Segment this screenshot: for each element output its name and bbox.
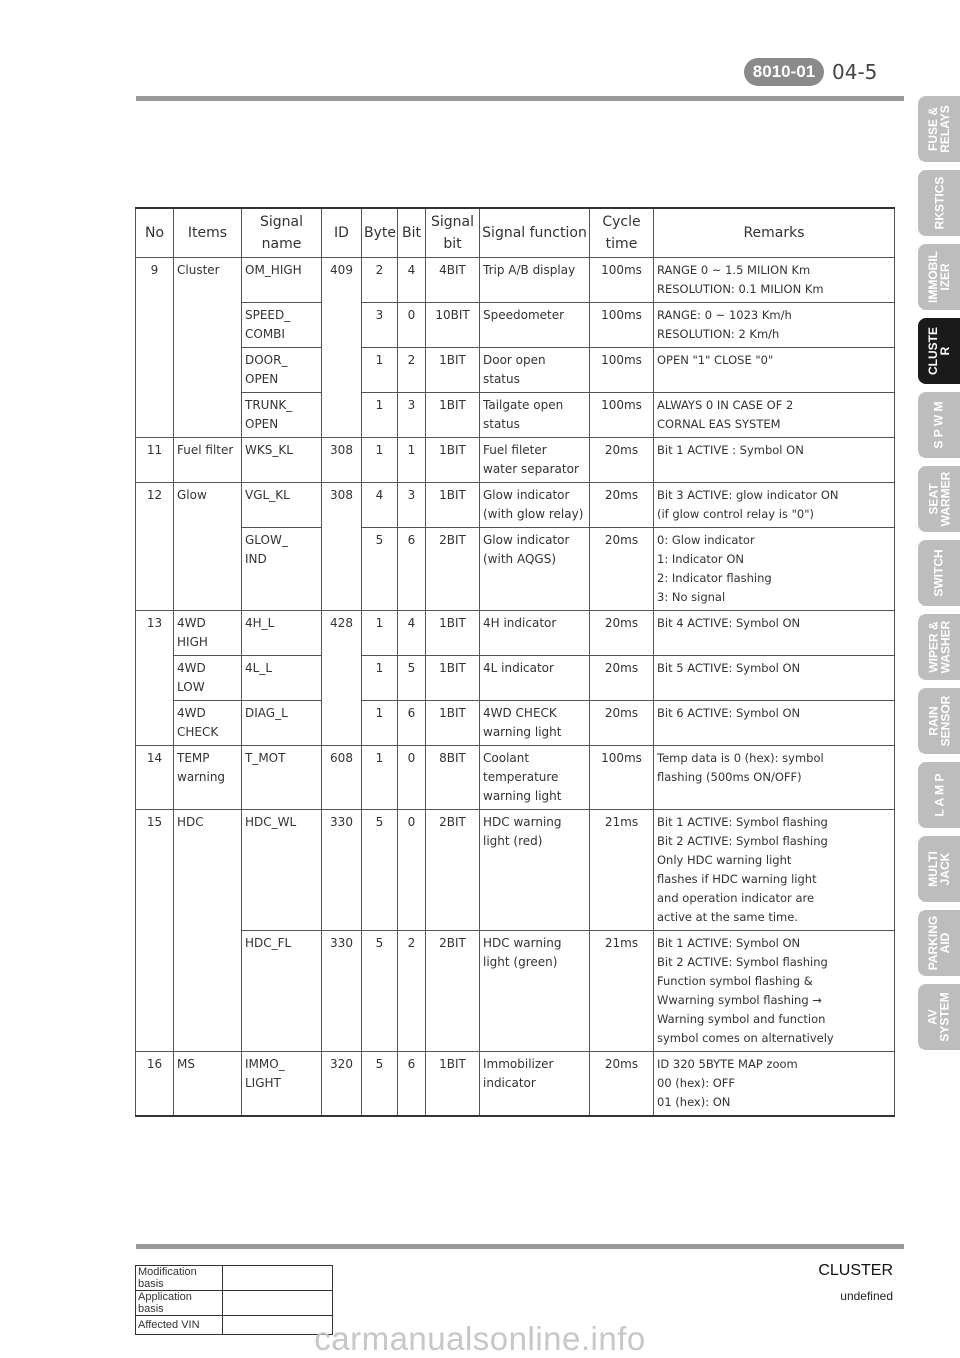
row-cycle-time: 20ms bbox=[590, 528, 654, 611]
row-remarks: 0: Glow indicator 1: Indicator ON 2: Indicator flashing 3: No signal bbox=[654, 528, 895, 611]
row-signal-function: Fuel fileter water separator bbox=[480, 438, 590, 483]
row-no: 13 bbox=[136, 611, 174, 746]
row-signal-name: T_MOT bbox=[242, 746, 322, 810]
row-cycle-time: 20ms bbox=[590, 1052, 654, 1117]
row-signal-name: HDC_FL bbox=[242, 931, 322, 1052]
row-byte: 3 bbox=[362, 303, 398, 348]
row-remarks: Bit 1 ACTIVE: Symbol ON Bit 2 ACTIVE: Symbol flashing Function symbol flashing & Wwarning symbol flashing → Warning symbol and function symbol comes on alternatively bbox=[654, 931, 895, 1052]
table-row bbox=[136, 701, 895, 746]
row-signal-name: WKS_KL bbox=[242, 438, 322, 483]
table-row bbox=[136, 1052, 895, 1117]
col-header-signal-function: Signal function bbox=[480, 208, 590, 258]
row-signal-name: DOOR_ OPEN bbox=[242, 348, 322, 393]
row-signal-function: HDC warning light (green) bbox=[480, 931, 590, 1052]
watermark: carmanualsonline.info bbox=[314, 1320, 646, 1357]
table-row bbox=[136, 931, 895, 1052]
row-byte: 1 bbox=[362, 656, 398, 701]
row-signal-function: Tailgate open status bbox=[480, 393, 590, 438]
affected-vin-label: Affected VIN bbox=[136, 1316, 223, 1335]
row-items: HDC bbox=[174, 810, 242, 1052]
col-header-signal-name: Signal name bbox=[242, 208, 322, 258]
row-cycle-time: 100ms bbox=[590, 746, 654, 810]
row-no: 16 bbox=[136, 1052, 174, 1117]
table-row bbox=[136, 303, 895, 348]
row-byte: 1 bbox=[362, 611, 398, 656]
row-byte: 1 bbox=[362, 701, 398, 746]
row-remarks: Bit 1 ACTIVE: Symbol flashing Bit 2 ACTIVE: Symbol flashing Only HDC warning light flashes if HDC warning light and operation indicator are active at the same time. bbox=[654, 810, 895, 931]
row-byte: 5 bbox=[362, 810, 398, 931]
row-bit: 0 bbox=[398, 810, 426, 931]
tab-wiper-washer[interactable]: WIPER & WASHER bbox=[918, 614, 960, 680]
row-bit: 0 bbox=[398, 303, 426, 348]
row-remarks: Bit 5 ACTIVE: Symbol ON bbox=[654, 656, 895, 701]
row-signal-bit: 1BIT bbox=[426, 348, 480, 393]
table-row bbox=[136, 611, 895, 656]
table-row bbox=[136, 656, 895, 701]
top-divider bbox=[136, 96, 904, 101]
row-signal-bit: 1BIT bbox=[426, 656, 480, 701]
row-cycle-time: 100ms bbox=[590, 258, 654, 303]
row-byte: 1 bbox=[362, 746, 398, 810]
row-items: Glow bbox=[174, 483, 242, 611]
row-signal-name: 4L_L bbox=[242, 656, 322, 701]
section-code-badge: 8010-01 bbox=[744, 58, 824, 86]
table-row bbox=[136, 483, 895, 528]
row-id: 308 bbox=[322, 483, 362, 611]
row-signal-name: OM_HIGH bbox=[242, 258, 322, 303]
tab-immobilizer[interactable]: IMMOBIL IZER bbox=[918, 244, 960, 310]
row-remarks: Temp data is 0 (hex): symbol flashing (500ms ON/OFF) bbox=[654, 746, 895, 810]
row-byte: 5 bbox=[362, 1052, 398, 1117]
row-id: 320 bbox=[322, 1052, 362, 1117]
row-bit: 5 bbox=[398, 656, 426, 701]
row-cycle-time: 21ms bbox=[590, 810, 654, 931]
row-bit: 4 bbox=[398, 611, 426, 656]
row-cycle-time: 100ms bbox=[590, 303, 654, 348]
tab-rain-sensor[interactable]: RAIN SENSOR bbox=[918, 688, 960, 754]
row-byte: 5 bbox=[362, 528, 398, 611]
tab-fuse-relays[interactable]: FUSE & RELAYS bbox=[918, 96, 960, 162]
table-row bbox=[136, 746, 895, 810]
row-byte: 5 bbox=[362, 931, 398, 1052]
col-header-byte: Byte bbox=[362, 208, 398, 258]
row-signal-bit: 1BIT bbox=[426, 611, 480, 656]
tab-lamp[interactable]: L A M P bbox=[918, 762, 960, 828]
row-id: 428 bbox=[322, 611, 362, 746]
row-remarks: Bit 6 ACTIVE: Symbol ON bbox=[654, 701, 895, 746]
row-bit: 4 bbox=[398, 258, 426, 303]
row-no: 9 bbox=[136, 258, 174, 438]
tab-spwm[interactable]: S P W M bbox=[918, 392, 960, 458]
row-id: 608 bbox=[322, 746, 362, 810]
tab-rkstics[interactable]: RKSTICS bbox=[918, 170, 960, 236]
row-cycle-time: 100ms bbox=[590, 348, 654, 393]
tab-multi-jack[interactable]: MULTI JACK bbox=[918, 836, 960, 902]
row-remarks: OPEN "1" CLOSE "0" bbox=[654, 348, 895, 393]
table-header-row bbox=[136, 208, 895, 258]
row-signal-bit: 1BIT bbox=[426, 1052, 480, 1117]
row-signal-bit: 1BIT bbox=[426, 701, 480, 746]
row-signal-function: 4H indicator bbox=[480, 611, 590, 656]
row-items: 4WD HIGH bbox=[174, 611, 242, 656]
col-header-bit: Bit bbox=[398, 208, 426, 258]
modification-basis-label: Modification basis bbox=[136, 1266, 223, 1291]
row-byte: 2 bbox=[362, 258, 398, 303]
tab-switch[interactable]: SWITCH bbox=[918, 540, 960, 606]
row-remarks: Bit 4 ACTIVE: Symbol ON bbox=[654, 611, 895, 656]
col-header-cycle-time: Cycle time bbox=[590, 208, 654, 258]
row-signal-name: GLOW_ IND bbox=[242, 528, 322, 611]
row-byte: 1 bbox=[362, 438, 398, 483]
footer-subtitle: undefined bbox=[840, 1289, 893, 1303]
table-row bbox=[136, 438, 895, 483]
row-signal-function: Door open status bbox=[480, 348, 590, 393]
row-signal-function: 4WD CHECK warning light bbox=[480, 701, 590, 746]
row-signal-bit: 4BIT bbox=[426, 258, 480, 303]
row-signal-function: Glow indicator (with AQGS) bbox=[480, 528, 590, 611]
bottom-divider bbox=[136, 1244, 904, 1249]
col-header-items: Items bbox=[174, 208, 242, 258]
row-items: TEMP warning bbox=[174, 746, 242, 810]
application-basis-value bbox=[223, 1291, 333, 1316]
page-number: 04-5 bbox=[832, 60, 878, 84]
tab-cluster[interactable]: CLUSTE R bbox=[918, 318, 960, 384]
row-signal-function: Coolant temperature warning light bbox=[480, 746, 590, 810]
row-no: 14 bbox=[136, 746, 174, 810]
row-bit: 2 bbox=[398, 931, 426, 1052]
table-row bbox=[136, 348, 895, 393]
row-id: 330 bbox=[322, 810, 362, 931]
row-signal-name: IMMO_ LIGHT bbox=[242, 1052, 322, 1117]
row-items: Cluster bbox=[174, 258, 242, 438]
table-row bbox=[136, 393, 895, 438]
row-id: 308 bbox=[322, 438, 362, 483]
modification-row bbox=[136, 1266, 333, 1291]
row-no: 15 bbox=[136, 810, 174, 1052]
row-signal-name: DIAG_L bbox=[242, 701, 322, 746]
modification-basis-value bbox=[223, 1266, 333, 1291]
row-signal-function: Immobilizer indicator bbox=[480, 1052, 590, 1117]
row-bit: 1 bbox=[398, 438, 426, 483]
col-header-signal-bit: Signal bit bbox=[426, 208, 480, 258]
row-bit: 6 bbox=[398, 701, 426, 746]
row-signal-bit: 8BIT bbox=[426, 746, 480, 810]
row-cycle-time: 21ms bbox=[590, 931, 654, 1052]
row-bit: 6 bbox=[398, 1052, 426, 1117]
tab-av-system[interactable]: AV SYSTEM bbox=[918, 984, 960, 1050]
row-items: Fuel filter bbox=[174, 438, 242, 483]
row-signal-function: Trip A/B display bbox=[480, 258, 590, 303]
row-signal-bit: 2BIT bbox=[426, 931, 480, 1052]
row-items: 4WD CHECK bbox=[174, 701, 242, 746]
row-no: 12 bbox=[136, 483, 174, 611]
row-byte: 1 bbox=[362, 348, 398, 393]
row-bit: 0 bbox=[398, 746, 426, 810]
row-signal-bit: 1BIT bbox=[426, 393, 480, 438]
row-cycle-time: 20ms bbox=[590, 656, 654, 701]
row-id: 330 bbox=[322, 931, 362, 1052]
row-signal-name: VGL_KL bbox=[242, 483, 322, 528]
row-signal-name: HDC_WL bbox=[242, 810, 322, 931]
row-remarks: ID 320 5BYTE MAP zoom 00 (hex): OFF 01 (hex): ON bbox=[654, 1052, 895, 1117]
row-cycle-time: 100ms bbox=[590, 393, 654, 438]
row-signal-bit: 10BIT bbox=[426, 303, 480, 348]
row-remarks: ALWAYS 0 IN CASE OF 2 CORNAL EAS SYSTEM bbox=[654, 393, 895, 438]
footer-section-title: CLUSTER bbox=[818, 1262, 893, 1279]
signal-table bbox=[135, 207, 895, 1117]
row-remarks: RANGE: 0 ~ 1023 Km/h RESOLUTION: 2 Km/h bbox=[654, 303, 895, 348]
row-remarks: RANGE 0 ~ 1.5 MILION Km RESOLUTION: 0.1 MILION Km bbox=[654, 258, 895, 303]
row-bit: 3 bbox=[398, 483, 426, 528]
row-byte: 4 bbox=[362, 483, 398, 528]
row-items: MS bbox=[174, 1052, 242, 1117]
row-signal-function: 4L indicator bbox=[480, 656, 590, 701]
table-row bbox=[136, 528, 895, 611]
table-row bbox=[136, 810, 895, 931]
row-bit: 3 bbox=[398, 393, 426, 438]
row-remarks: Bit 1 ACTIVE : Symbol ON bbox=[654, 438, 895, 483]
row-signal-bit: 1BIT bbox=[426, 483, 480, 528]
row-no: 11 bbox=[136, 438, 174, 483]
row-signal-function: HDC warning light (red) bbox=[480, 810, 590, 931]
row-cycle-time: 20ms bbox=[590, 438, 654, 483]
row-signal-name: TRUNK_ OPEN bbox=[242, 393, 322, 438]
row-id: 409 bbox=[322, 258, 362, 438]
row-signal-function: Glow indicator (with glow relay) bbox=[480, 483, 590, 528]
row-items: 4WD LOW bbox=[174, 656, 242, 701]
col-header-remarks: Remarks bbox=[654, 208, 895, 258]
row-cycle-time: 20ms bbox=[590, 611, 654, 656]
row-signal-bit: 2BIT bbox=[426, 810, 480, 931]
row-signal-function: Speedometer bbox=[480, 303, 590, 348]
tab-seat-warmer[interactable]: SEAT WARMER bbox=[918, 466, 960, 532]
row-byte: 1 bbox=[362, 393, 398, 438]
col-header-id: ID bbox=[322, 208, 362, 258]
row-bit: 2 bbox=[398, 348, 426, 393]
table-row bbox=[136, 258, 895, 303]
row-signal-bit: 1BIT bbox=[426, 438, 480, 483]
col-header-no: No bbox=[136, 208, 174, 258]
row-bit: 6 bbox=[398, 528, 426, 611]
row-remarks: Bit 3 ACTIVE: glow indicator ON (if glow control relay is "0") bbox=[654, 483, 895, 528]
modification-row bbox=[136, 1291, 333, 1316]
application-basis-label: Application basis bbox=[136, 1291, 223, 1316]
row-signal-bit: 2BIT bbox=[426, 528, 480, 611]
row-signal-name: 4H_L bbox=[242, 611, 322, 656]
row-cycle-time: 20ms bbox=[590, 483, 654, 528]
tab-parking-aid[interactable]: PARKING AID bbox=[918, 910, 960, 976]
row-signal-name: SPEED_ COMBI bbox=[242, 303, 322, 348]
row-cycle-time: 20ms bbox=[590, 701, 654, 746]
